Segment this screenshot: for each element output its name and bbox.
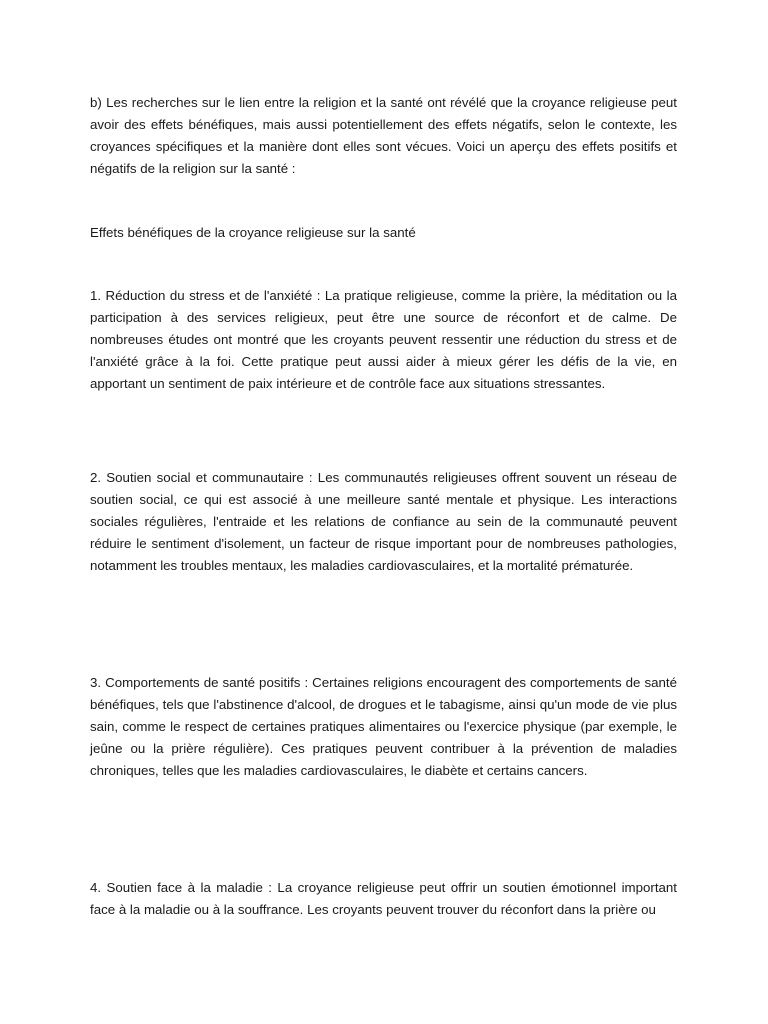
intro-text: b) Les recherches sur le lien entre la religion et la santé ont révélé que la croyance religieuse peut avoir des effets bénéfiques, mais aussi potentiellement des effets négatifs, selon le contexte, les croyances spécifiques et la manière dont elles sont vécues. Voici un aperçu des effets positifs et négatifs de la religion sur la santé : xyxy=(90,95,677,176)
list-item-text: 3. Comportements de santé positifs : Certaines religions encouragent des comportements de santé bénéfiques, tels que l'abstinence d'alcool, de drogues et le tabagisme, ainsi qu'un mode de vie plus sain, comme le respect de certaines pratiques alimentaires ou l'exercice physique (par exemple, le jeûne ou la prière régulière). Ces pratiques peuvent contribuer à la prévention de maladies chroniques, telles que les maladies cardiovasculaires, le diabète et certains cancers. xyxy=(90,675,677,778)
list-item xyxy=(90,672,677,782)
list-item-text: 2. Soutien social et communautaire : Les communautés religieuses offrent souvent un réseau de soutien social, ce qui est associé à une meilleure santé mentale et physique. Les interactions sociales régulières, l'entraide et les relations de confiance au sein de la communauté peuvent réduire le sentiment d'isolement, un facteur de risque important pour de nombreuses pathologies, notamment les troubles mentaux, les maladies cardiovasculaires, et la mortalité prématurée. xyxy=(90,470,677,573)
list-item-text: 4. Soutien face à la maladie : La croyance religieuse peut offrir un soutien émotionnel important face à la maladie ou à la souffrance. Les croyants peuvent trouver du réconfort dans la prière ou xyxy=(90,880,677,917)
section-heading xyxy=(90,222,677,244)
intro-paragraph xyxy=(90,92,677,180)
list-item-text: 1. Réduction du stress et de l'anxiété : La pratique religieuse, comme la prière, la méditation ou la participation à des services religieux, peut être une source de réconfort et de calme. De nombreuses études ont montré que les croyants peuvent ressentir une réduction du stress et de l'anxiété grâce à la foi. Cette pratique peut aussi aider à mieux gérer les défis de la vie, en apportant un sentiment de paix intérieure et de contrôle face aux situations stressantes. xyxy=(90,288,677,391)
list-item xyxy=(90,877,677,921)
list-item xyxy=(90,467,677,577)
list-item xyxy=(90,285,677,395)
section-heading-text: Effets bénéfiques de la croyance religieuse sur la santé xyxy=(90,225,416,240)
